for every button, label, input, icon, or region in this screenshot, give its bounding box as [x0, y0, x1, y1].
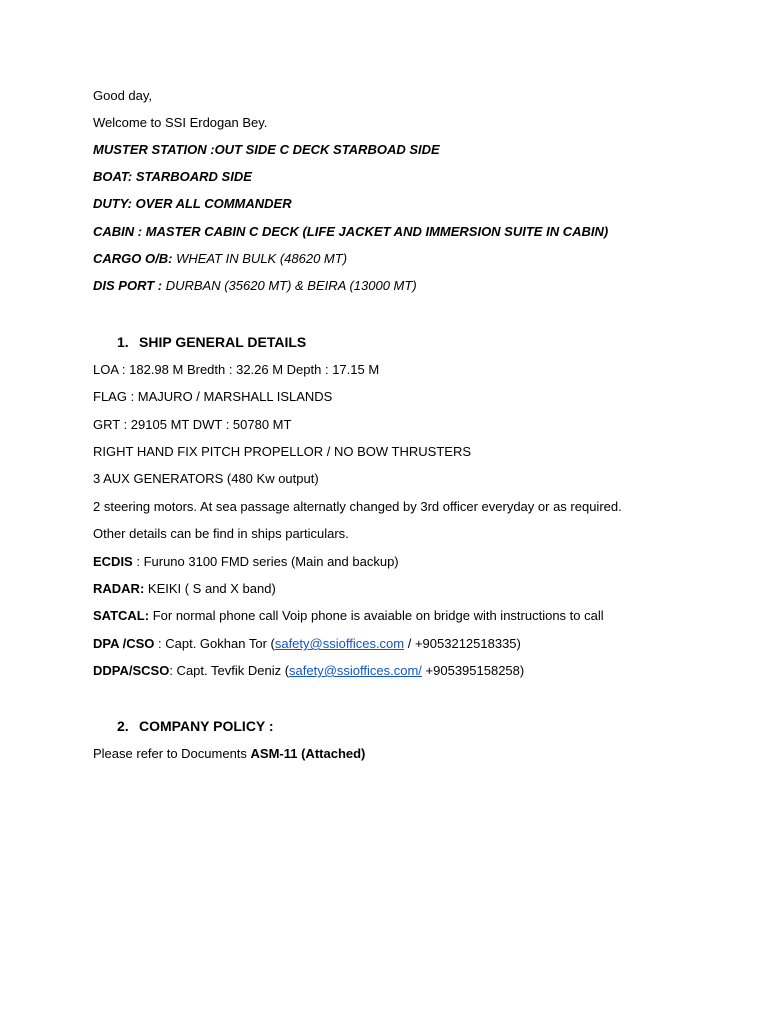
satcal-line [93, 608, 604, 624]
dpa-label: DPA /CSO [93, 636, 155, 651]
muster-station-line: MUSTER STATION :OUT SIDE C DECK STARBOAD SIDE [93, 142, 440, 157]
policy-document: ASM-11 (Attached) [250, 746, 366, 761]
policy-line [93, 746, 365, 762]
boat-line: BOAT: STARBOARD SIDE [93, 169, 252, 184]
detail-line-steering: 2 steering motors. At sea passage alternatly changed by 3rd officer everyday or as required. [93, 499, 622, 514]
satcal-label: SATCAL: [93, 608, 150, 623]
ddpa-line [93, 663, 524, 679]
detail-line-grt: GRT : 29105 MT DWT : 50780 MT [93, 417, 292, 432]
detail-line-propellor: RIGHT HAND FIX PITCH PROPELLOR / NO BOW THRUSTERS [93, 444, 472, 459]
ecdis-line [93, 554, 399, 570]
welcome-line: Welcome to SSI Erdogan Bey. [93, 115, 268, 130]
radar-line [93, 581, 276, 597]
ddpa-prefix: : Capt. Tevfik Deniz ( [169, 663, 290, 678]
dis-port-value: DURBAN (35620 MT) & BEIRA (13000 MT) [162, 278, 417, 293]
detail-line-loa: LOA : 182.98 M Bredth : 32.26 M Depth : 17.15 M [93, 362, 380, 377]
section-title: COMPANY POLICY : [139, 718, 274, 734]
detail-line-flag: FLAG : MAJURO / MARSHALL ISLANDS [93, 389, 333, 404]
ddpa-suffix: +905395158258) [421, 663, 525, 678]
detail-line-generators: 3 AUX GENERATORS (480 Kw output) [93, 471, 319, 486]
ddpa-email-link[interactable]: safety@ssioffices.com/ [289, 663, 422, 678]
policy-text: Please refer to Documents [93, 746, 251, 761]
duty-line: DUTY: OVER ALL COMMANDER [93, 196, 292, 211]
section-heading-ship-details [117, 334, 306, 350]
ecdis-value: : Furuno 3100 FMD series (Main and backup) [132, 554, 399, 569]
detail-line-other: Other details can be find in ships particulars. [93, 526, 349, 541]
cabin-line: CABIN : MASTER CABIN C DECK (LIFE JACKET AND IMMERSION SUITE IN CABIN) [93, 224, 609, 239]
greeting: Good day, [93, 88, 153, 103]
radar-label: RADAR: [93, 581, 145, 596]
dis-port-line [93, 278, 417, 294]
satcal-value: For normal phone call Voip phone is avaiable on bridge with instructions to call [149, 608, 604, 623]
section-number: 1. [117, 334, 129, 350]
cargo-label: CARGO O/B: [93, 251, 173, 266]
section-title: SHIP GENERAL DETAILS [139, 334, 307, 350]
ecdis-label: ECDIS [93, 554, 133, 569]
dpa-suffix: / +9053212518335) [404, 636, 521, 651]
dpa-email-link[interactable]: safety@ssioffices.com [274, 636, 405, 651]
cargo-line [93, 251, 347, 267]
dpa-line [93, 636, 521, 652]
dis-port-label: DIS PORT : [93, 278, 163, 293]
ddpa-label: DDPA/SCSO [93, 663, 170, 678]
cargo-value: WHEAT IN BULK (48620 MT) [172, 251, 348, 266]
dpa-prefix: : Capt. Gokhan Tor ( [154, 636, 275, 651]
radar-value: KEIKI ( S and X band) [144, 581, 276, 596]
section-heading-company-policy [117, 718, 274, 734]
section-number: 2. [117, 718, 129, 734]
